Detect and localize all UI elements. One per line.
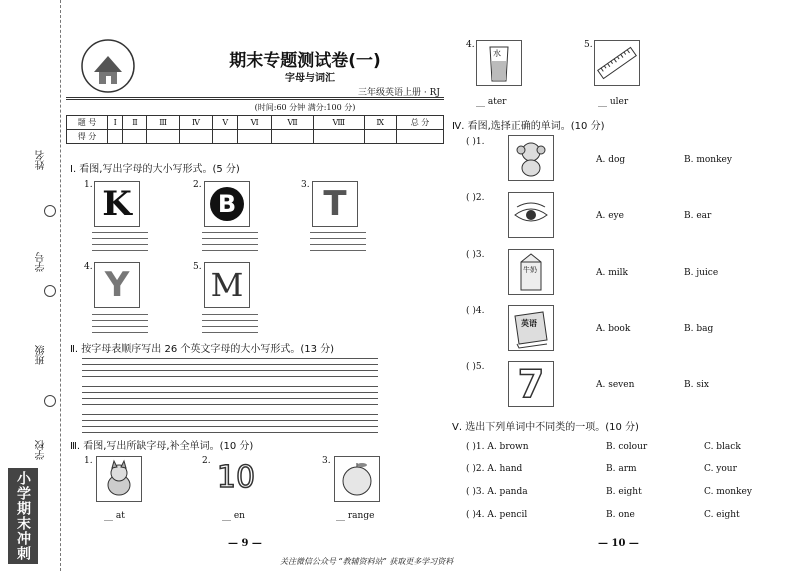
monkey-icon: [508, 135, 554, 181]
score-cell[interactable]: [108, 130, 123, 144]
logo-emblem: [78, 36, 138, 96]
section1-title: Ⅰ. 看图,写出字母的大小写形式。(5 分): [70, 164, 240, 175]
write-line: [92, 320, 148, 321]
option-a[interactable]: A. book: [596, 324, 631, 334]
write-line: [310, 232, 366, 233]
blank-word: __ uler: [598, 97, 629, 107]
book-icon: [508, 305, 554, 351]
answer-paren[interactable]: ( )5.: [466, 362, 485, 372]
option-b[interactable]: B. eight: [606, 487, 642, 497]
score-cell[interactable]: [364, 130, 396, 144]
number-seven-glyph: 7: [517, 362, 545, 406]
score-row: [67, 130, 444, 144]
binding-hole: [44, 395, 56, 407]
write-line: [92, 238, 148, 239]
score-cell[interactable]: [314, 130, 365, 144]
option-b[interactable]: B. arm: [606, 464, 637, 474]
school-label: 学校: [36, 440, 47, 460]
write-line: [82, 392, 378, 393]
divider: [66, 97, 444, 98]
write-line: [202, 238, 258, 239]
answer-paren[interactable]: ( )4.: [466, 306, 485, 316]
page-number-left: — 9 —: [228, 538, 262, 549]
option-c[interactable]: C. your: [704, 464, 737, 474]
option-b[interactable]: B. colour: [606, 442, 648, 452]
student-number-label: 学号: [36, 252, 47, 272]
item-number: 1.: [84, 456, 93, 466]
section2-title: Ⅱ. 按字母表顺序写出 26 个英文字母的大小写形式。(13 分): [70, 344, 335, 355]
write-line: [202, 232, 258, 233]
write-line: [82, 414, 378, 415]
item-number: 3.: [322, 456, 331, 466]
section3-title: Ⅲ. 看图,写出所缺字母,补全单词。(10 分): [70, 441, 254, 452]
write-line: [202, 314, 258, 315]
write-line: [82, 432, 378, 433]
letter-t-glyph: T: [323, 184, 347, 224]
item-number: 5.: [193, 262, 202, 272]
score-cell[interactable]: [213, 130, 238, 144]
item-number: 2.: [202, 456, 211, 466]
letter-k-image: [94, 181, 140, 227]
score-cell[interactable]: [271, 130, 313, 144]
page-subtitle: 字母与词汇: [285, 73, 335, 84]
score-header-cell: Ⅴ: [213, 116, 238, 130]
score-header-cell: Ⅲ: [147, 116, 179, 130]
blank-word: __ at: [104, 511, 125, 521]
write-line: [82, 376, 378, 377]
letter-k-glyph: K: [102, 184, 132, 224]
option-b[interactable]: B. monkey: [684, 155, 732, 165]
score-cell[interactable]: [123, 130, 147, 144]
number-ten-glyph: 10: [216, 460, 256, 495]
number-ten-icon: [214, 456, 258, 500]
bottom-note: 关注微信公众号 “教辅资料站” 获取更多学习资料: [280, 557, 454, 566]
side-badge: 小学期末冲刺: [8, 468, 38, 564]
write-line: [202, 332, 258, 333]
binding-hole: [44, 205, 56, 217]
write-line: [310, 244, 366, 245]
option-c[interactable]: C. black: [704, 442, 741, 452]
letter-b-glyph: B: [210, 187, 244, 221]
score-header-row: [67, 116, 444, 130]
option-a[interactable]: A. eye: [596, 211, 624, 221]
item-number: 3.: [301, 180, 310, 190]
score-cell[interactable]: [147, 130, 179, 144]
score-table: [66, 115, 444, 144]
letter-m-image: [204, 262, 250, 308]
option-a[interactable]: A. dog: [596, 155, 626, 165]
option-b[interactable]: B. juice: [684, 268, 719, 278]
answer-paren[interactable]: ( )3.: [466, 250, 485, 260]
orange-icon: [334, 456, 380, 502]
name-label: 姓名: [36, 150, 47, 170]
letter-b-image: [204, 181, 250, 227]
write-line: [202, 244, 258, 245]
write-line: [82, 404, 378, 405]
binding-hole: [44, 285, 56, 297]
milk-carton-label: 牛奶: [523, 266, 537, 274]
question-line[interactable]: ( )4. A. pencil: [466, 510, 528, 520]
page-title: 期末专题测试卷(一): [229, 51, 381, 71]
score-cell[interactable]: [179, 130, 212, 144]
binding-strip: [0, 0, 62, 571]
score-header-cell: Ⅷ: [314, 116, 365, 130]
score-header-cell: Ⅰ: [108, 116, 123, 130]
item-number: 2.: [193, 180, 202, 190]
write-line: [92, 332, 148, 333]
question-line[interactable]: ( )2. A. hand: [466, 464, 523, 474]
write-line: [92, 314, 148, 315]
option-b[interactable]: B. six: [684, 380, 709, 390]
write-line: [82, 364, 378, 365]
write-line: [202, 326, 258, 327]
question-line[interactable]: ( )3. A. panda: [466, 487, 528, 497]
score-header-cell: Ⅵ: [238, 116, 272, 130]
option-b[interactable]: B. one: [606, 510, 635, 520]
letter-m-glyph: M: [210, 266, 244, 304]
score-header-cell: Ⅸ: [364, 116, 396, 130]
answer-paren[interactable]: ( )1.: [466, 137, 485, 147]
write-line: [82, 420, 378, 421]
page-number-right: — 10 —: [598, 538, 639, 549]
class-label: 班级: [36, 345, 47, 365]
score-header-cell: 总 分: [397, 116, 444, 130]
number-seven-icon: [508, 361, 554, 407]
item-number: 5.: [584, 40, 593, 50]
ruler-icon: [594, 40, 640, 86]
binding-dashed-line: [60, 0, 61, 571]
answer-paren[interactable]: ( )2.: [466, 193, 485, 203]
section4-title: Ⅳ. 看图,选择正确的单词。(10 分): [452, 121, 605, 132]
option-a[interactable]: A. milk: [596, 268, 628, 278]
write-line: [92, 326, 148, 327]
cat-icon: [96, 456, 142, 502]
option-b[interactable]: B. bag: [684, 324, 714, 334]
write-line: [92, 250, 148, 251]
question-line[interactable]: ( )1. A. brown: [466, 442, 529, 452]
letter-y-image: [94, 262, 140, 308]
write-line: [82, 386, 378, 387]
option-b[interactable]: B. ear: [684, 211, 712, 221]
score-header-cell: 题 号: [67, 116, 108, 130]
write-line: [310, 238, 366, 239]
write-line: [92, 244, 148, 245]
item-number: 4.: [466, 40, 475, 50]
score-header-cell: Ⅳ: [179, 116, 212, 130]
score-row-label: 得 分: [67, 130, 108, 144]
section5-title: Ⅴ. 选出下列单词中不同类的一项。(10 分): [452, 422, 639, 433]
write-line: [82, 398, 378, 399]
write-line: [310, 250, 366, 251]
option-c[interactable]: C. monkey: [704, 487, 752, 497]
write-line: [92, 232, 148, 233]
score-header-cell: Ⅶ: [271, 116, 313, 130]
write-line: [82, 370, 378, 371]
divider: [66, 99, 444, 100]
grade-label: 三年级英语上册 · RJ: [358, 88, 440, 98]
score-cell[interactable]: [397, 130, 444, 144]
eye-icon: [508, 192, 554, 238]
letter-t-image: [312, 181, 358, 227]
write-line: [82, 426, 378, 427]
blank-word: __ en: [222, 511, 245, 521]
water-glass-icon: [476, 40, 522, 86]
water-glass-label: 水: [493, 49, 501, 58]
time-info: (时间:60 分钟 满分:100 分): [254, 103, 356, 112]
milk-carton-icon: [508, 249, 554, 295]
write-line: [82, 358, 378, 359]
option-c[interactable]: C. eight: [704, 510, 740, 520]
score-cell[interactable]: [238, 130, 272, 144]
write-line: [202, 320, 258, 321]
blank-word: __ range: [336, 511, 375, 521]
option-a[interactable]: A. seven: [596, 380, 635, 390]
blank-word: __ ater: [476, 97, 507, 107]
item-number: 1.: [84, 180, 93, 190]
book-label: 英语: [521, 318, 537, 328]
write-line: [202, 250, 258, 251]
letter-y-glyph: Y: [104, 265, 130, 305]
item-number: 4.: [84, 262, 93, 272]
score-header-cell: Ⅱ: [123, 116, 147, 130]
